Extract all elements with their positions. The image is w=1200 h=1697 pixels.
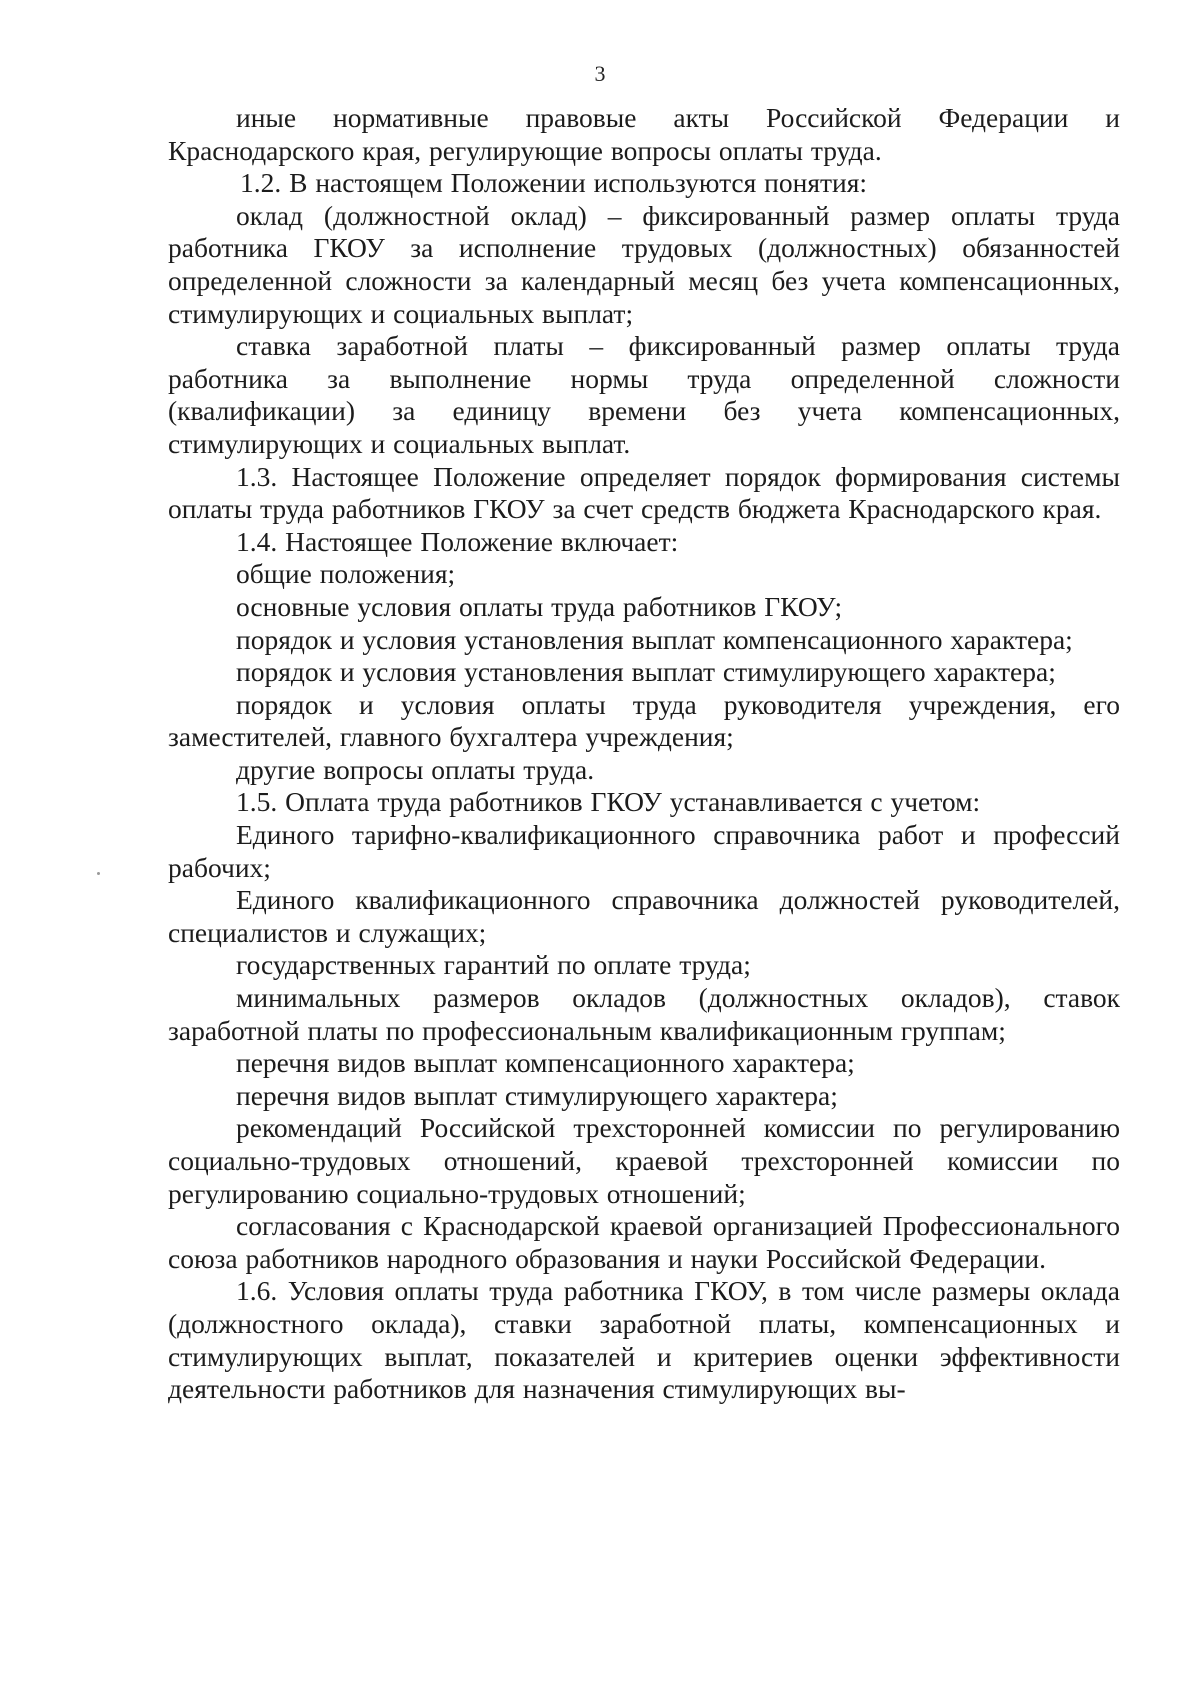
list-item: Единого квалификационного справочника должностей руководителей, специалистов и служащих; <box>168 884 1120 948</box>
paragraph-1-5: 1.5. Оплата труда работников ГКОУ устанавливается с учетом: <box>236 786 981 818</box>
list-item: перечня видов выплат компенсационного характера; <box>236 1047 855 1079</box>
paragraph-1-4: 1.4. Настоящее Положение включает: <box>236 525 679 557</box>
list-item: основные условия оплаты труда работников ГКОУ; <box>236 590 843 622</box>
list-item: согласования с Краснодарской краевой организацией Профессионального союза работников народного образования и науки Российской Федерации. <box>168 1210 1120 1274</box>
list-item: перечня видов выплат стимулирующего характера; <box>236 1079 838 1111</box>
paragraph-1-6: 1.6. Условия оплаты труда работника ГКОУ, в том числе размеры оклада (должностного оклада), ставки заработной платы, компенсационных и стимулирующих выплат, показателей и критериев оценки эффективности деятельности работников для назначения стимулирующих вы- <box>168 1275 1120 1405</box>
paragraph-1-2: 1.2. В настоящем Положении используются понятия: <box>240 167 868 199</box>
scan-speck <box>97 872 100 875</box>
list-item: другие вопросы оплаты труда. <box>236 753 595 785</box>
list-item: государственных гарантий по оплате труда; <box>236 949 751 981</box>
paragraph-1-3: 1.3. Настоящее Положение определяет порядок формирования системы оплаты труда работников ГКОУ за счет средств бюджета Краснодарского края. <box>168 460 1120 525</box>
list-item: минимальных размеров окладов (должностных окладов), ставок заработной платы по профессиональным квалификационным группам; <box>168 982 1120 1046</box>
paragraph-definition-salary: оклад (должностной оклад) – фиксированный размер оплаты труда работника ГКОУ за исполнение трудовых (должностных) обязанностей определенной сложности за календарный месяц без учета компенсационных, стимулирующих и социальных выплат; <box>168 199 1120 329</box>
list-item: порядок и условия оплаты труда руководителя учреждения, его заместителей, главного бухгалтера учреждения; <box>168 688 1120 753</box>
list-item: порядок и условия установления выплат стимулирующего характера; <box>236 656 1056 688</box>
document-body <box>168 102 1120 1406</box>
list-item: порядок и условия установления выплат компенсационного характера; <box>236 623 1073 655</box>
paragraph-definition-rate: ставка заработной платы – фиксированный размер оплаты труда работника за выполнение нормы труда определенной сложности (квалификации) за единицу времени без учета компенсационных, стимулирующих и социальных выплат. <box>168 330 1120 459</box>
page-number: 3 <box>594 61 606 86</box>
paragraph-continuation: иные нормативные правовые акты Российской Федерации и Краснодарского края, регулирующие вопросы оплаты труда. <box>168 102 1120 166</box>
list-item: общие положения; <box>236 558 456 590</box>
list-item: рекомендаций Российской трехсторонней комиссии по регулированию социально-трудовых отношений, краевой трехсторонней комиссии по регулированию социально-трудовых отношений; <box>168 1112 1120 1209</box>
list-item: Единого тарифно-квалификационного справочника работ и профессий рабочих; <box>168 819 1120 883</box>
